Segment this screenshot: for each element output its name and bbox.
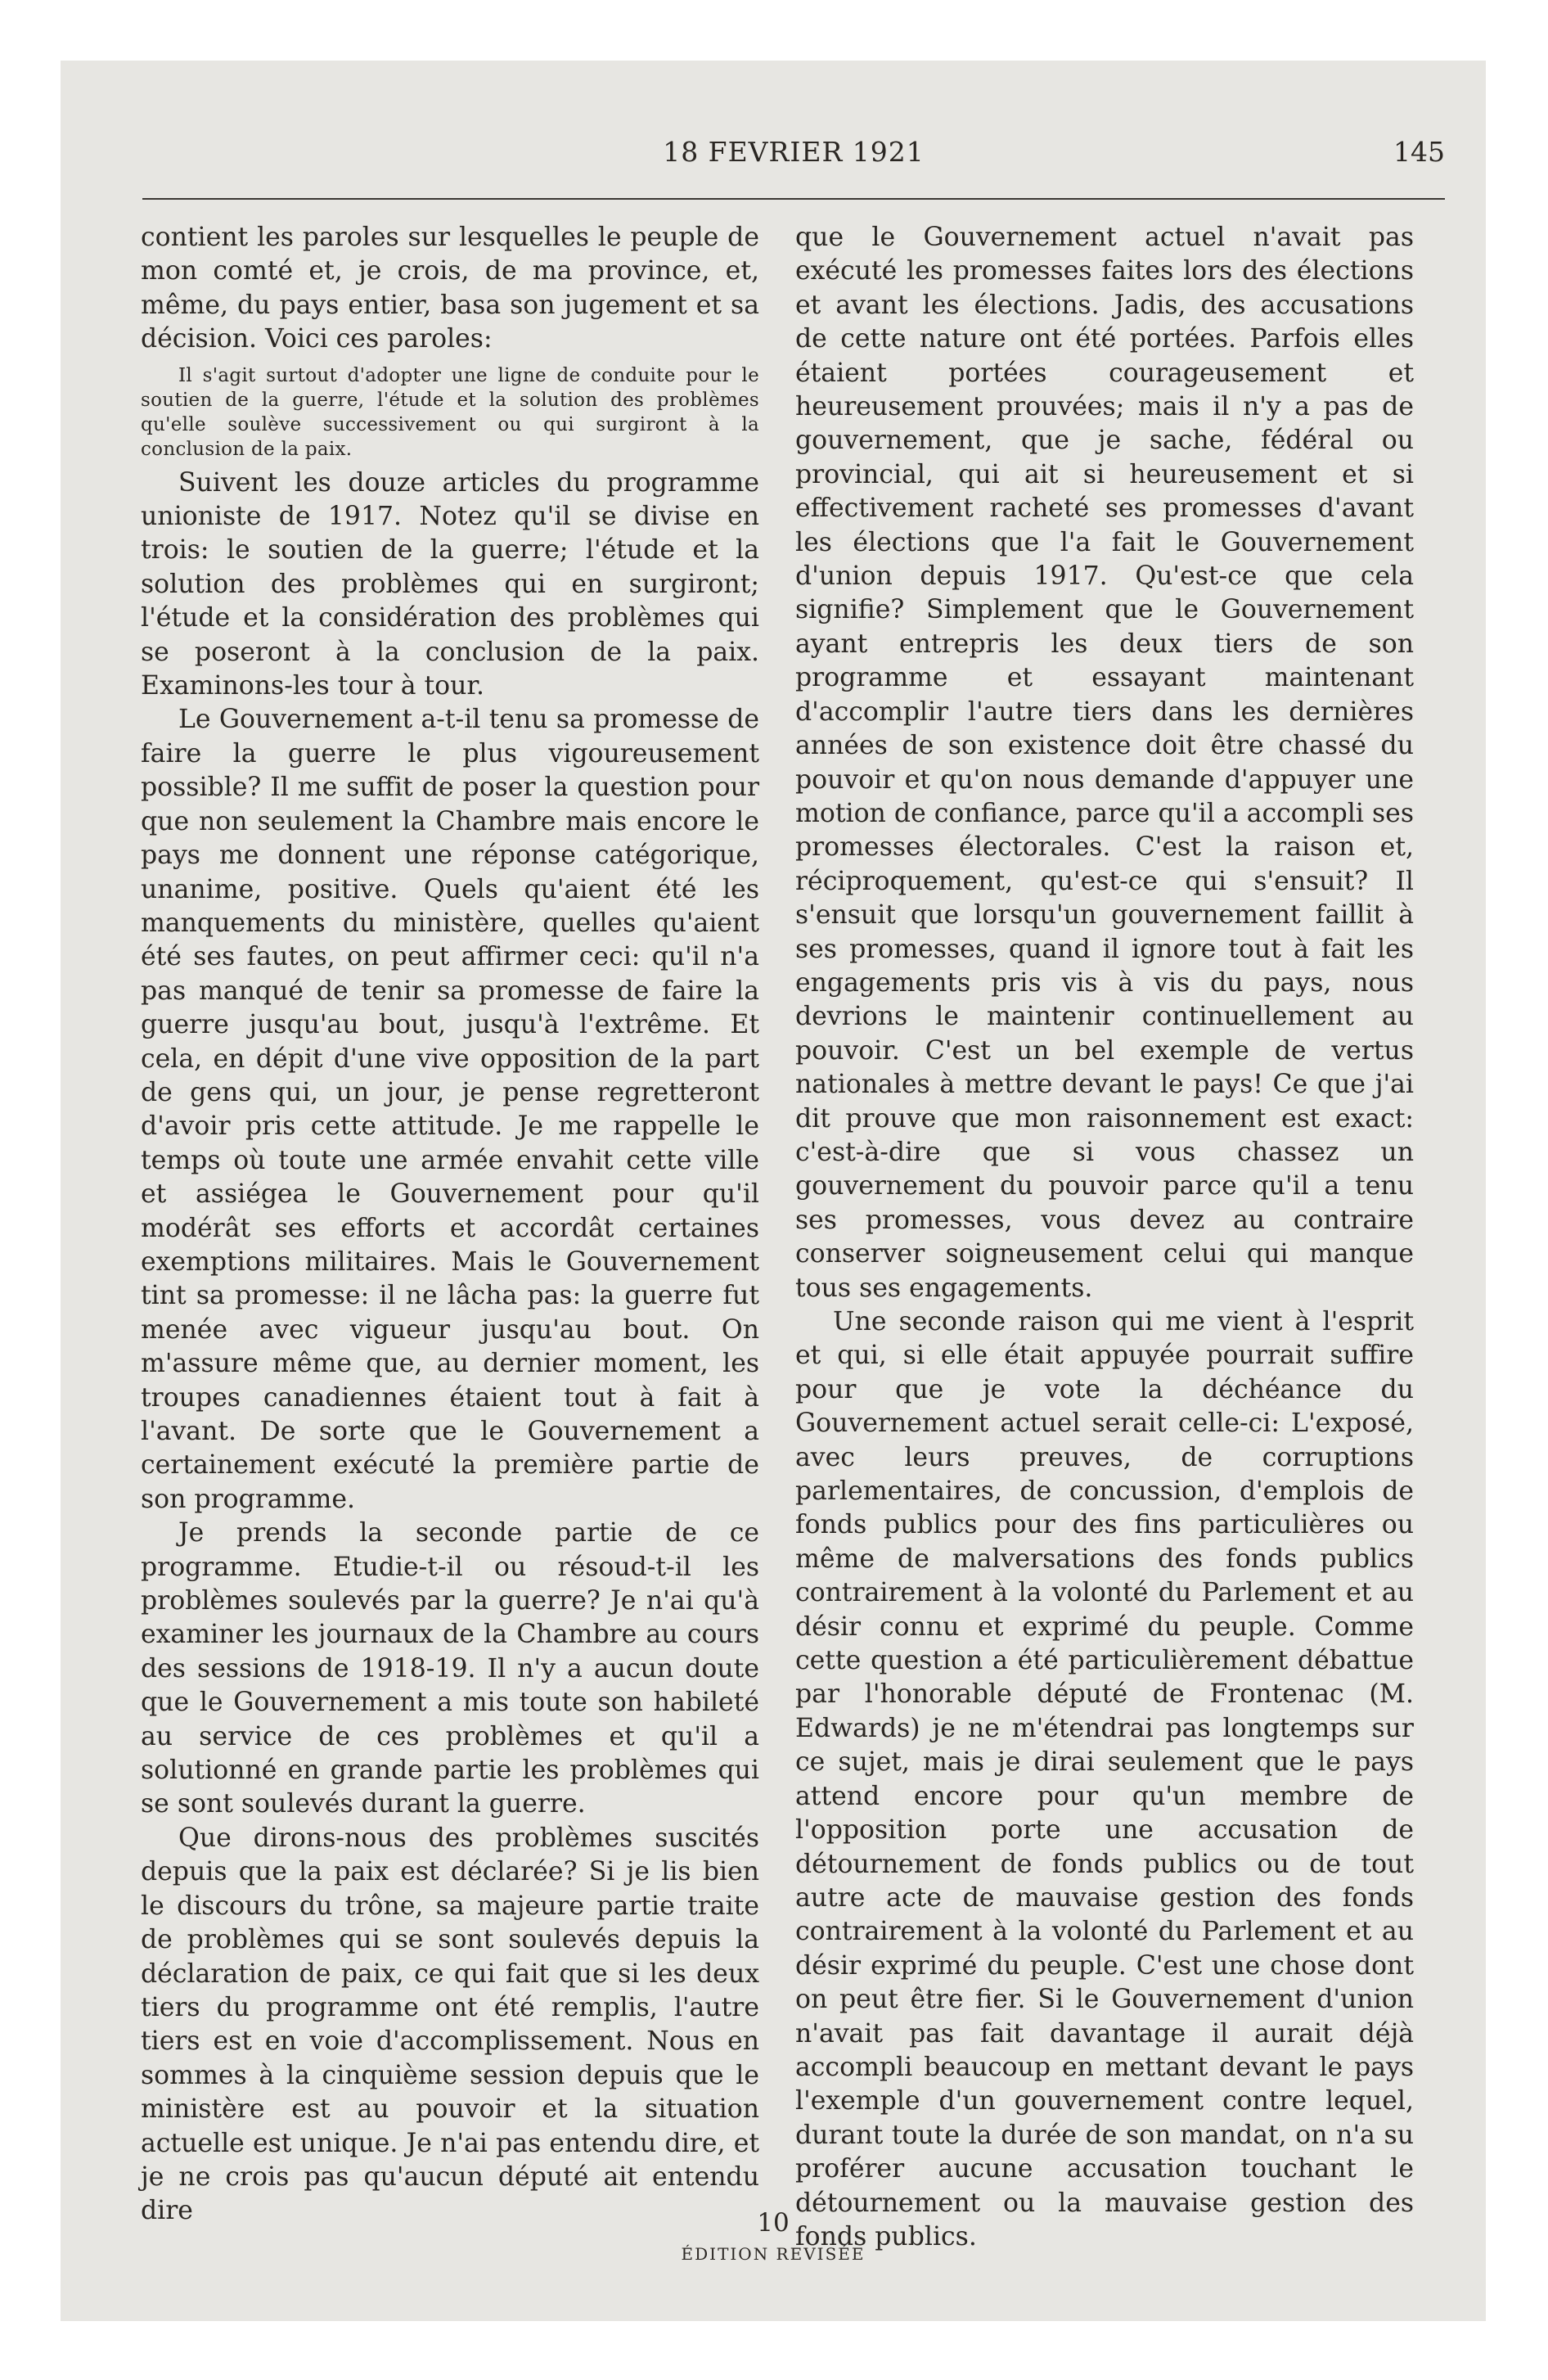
header-page-number: 145: [1393, 136, 1445, 168]
scanned-page: [61, 61, 1486, 2321]
paragraph: Suivent les douze articles du programme unioniste de 1917. Notez qu'il se divise en trois: le soutien de la guerre; l'étude et la solution des problèmes qui en surgiront; l'étude et la considération des problèmes qui se poseront à la conclusion de la paix. Examinons-les tour à tour.: [141, 467, 759, 701]
page-header: [142, 136, 1445, 185]
footer-sequence-number: 10: [757, 2208, 790, 2238]
paragraph: Que dirons-nous des problèmes suscités depuis que la paix est déclarée? Si je lis bien le discours du trône, sa majeure partie traite de problèmes qui se sont soulevés depuis la déclaration de paix, ce qui fait que si les deux tiers du programme ont été remplis, l'autre tiers est en voie d'accomplissement. Nous en sommes à la cinquième session depuis que le ministère est au pouvoir et la situation actuelle est unique. Je n'ai pas entendu dire, et je ne crois pas qu'aucun député ait entendu dire: [141, 1823, 759, 2226]
right-column: [795, 221, 1414, 2252]
footer-edition-label: ÉDITION REVISÉE: [681, 2244, 866, 2264]
paragraph: Une seconde raison qui me vient à l'esprit et qui, si elle était appuyée pourrait suffire pour que je vote la déchéance du Gouvernement actuel serait celle-ci: L'exposé, avec leurs preuves, de corruptions parlementaires, de concussion, d'emplois de fonds publics pour des fins particulières ou même de malversations des fonds publics contrairement à la volonté du Parlement et au désir connu et exprimé du peuple. Comme cette question a été particulièrement débattue par l'honorable député de Frontenac (M. Edwards) je ne m'étendrai pas longtemps sur ce sujet, mais je dirai seulement que le pays attend encore pour qu'un membre de l'opposition porte une accusation de détournement de fonds publics ou de tout autre acte de mauvaise gestion des fonds contrairement à la volonté du Parlement et au désir exprimé du peuple. C'est une chose dont on peut être fier. Si le Gouvernement d'union n'avait pas fait davantage il aurait déjà accompli beaucoup en mettant devant le pays l'exemple d'un gouvernement contre lequel, durant toute la durée de son mandat, on n'a su proférer aucune accusation touchant le détournement ou la mauvaise gestion des fonds publics.: [795, 1307, 1414, 2252]
paragraph: Le Gouvernement a-t-il tenu sa promesse de faire la guerre le plus vigoureusement possible? Il me suffit de poser la question pour que non seulement la Chambre mais encore le pays me donnent une réponse catégorique, unanime, positive. Quels qu'aient été les manquements du ministère, quelles qu'aient été ses fautes, on peut affirmer ceci: qu'il n'a pas manqué de tenir sa promesse de faire la guerre jusqu'au bout, jusqu'à l'extrême. Et cela, en dépit d'une vive opposition de la part de gens qui, un jour, je pense regretteront d'avoir pris cette attitude. Je me rappelle le temps où toute une armée envahit cette ville et assiégea le Gouvernement pour qu'il modérât ses efforts et accordât certaines exemptions militaires. Mais le Gouvernement tint sa promesse: il ne lâcha pas: la guerre fut menée avec vigueur jusqu'au bout. On m'assure même que, au dernier moment, les troupes canadiennes étaient tout à fait à l'avant. De sorte que le Gouvernement a certainement exécuté la première partie de son programme.: [141, 705, 759, 1514]
quoted-passage: Il s'agit surtout d'adopter une ligne de conduite pour le soutien de la guerre, l'étude et la solution des problèmes qu'elle soulève successivement ou qui surgiront à la conclusion de la paix.: [141, 364, 759, 460]
left-column: [141, 221, 759, 2226]
paragraph: Je prends la seconde partie de ce programme. Etudie-t-il ou résoud-t-il les problèmes soulevés par la guerre? Je n'ai qu'à examiner les journaux de la Chambre au cours des sessions de 1918-19. Il n'y a aucun doute que le Gouvernement a mis toute son habileté au service de ces problèmes et qu'il a solutionné en grande partie les problèmes qui se sont soulevés durant la guerre.: [141, 1518, 759, 1819]
header-rule: [142, 198, 1445, 200]
header-date: 18 FEVRIER 1921: [663, 136, 925, 168]
paragraph: que le Gouvernement actuel n'avait pas exécuté les promesses faites lors des élections et avant les élections. Jadis, des accusations de cette nature ont été portées. Parfois elles étaient portées courageusement et heureusement prouvées; mais il n'y a pas de gouvernement, que je sache, fédéral ou provincial, qui ait si heureusement et si effectivement racheté ses promesses d'avant les élections que l'a fait le Gouvernement d'union depuis 1917. Qu'est-ce que cela signifie? Simplement que le Gouvernement ayant entrepris les deux tiers de son programme et essayant maintenant d'accomplir l'autre tiers dans les dernières années de son existence doit être chassé du pouvoir et qu'on nous demande d'appuyer une motion de confiance, parce qu'il a accompli ses promesses électorales. C'est la raison et, réciproquement, qu'est-ce qui s'ensuit? Il s'ensuit que lorsqu'un gouvernement faillit à ses promesses, quand il ignore tout à fait les engagements pris vis à vis du pays, nous devrions le maintenir continuellement au pouvoir. C'est un bel exemple de vertus nationales à mettre devant le pays! Ce que j'ai dit prouve que mon raisonnement est exact: c'est-à-dire que si vous chassez un gouvernement du pouvoir parce qu'il a tenu ses promesses, vous devez au contraire conserver soigneusement celui qui manque tous ses engagements.: [795, 223, 1414, 1303]
paragraph: contient les paroles sur lesquelles le peuple de mon comté et, je crois, de ma province, et, même, du pays entier, basa son jugement et sa décision. Voici ces paroles:: [141, 223, 759, 354]
